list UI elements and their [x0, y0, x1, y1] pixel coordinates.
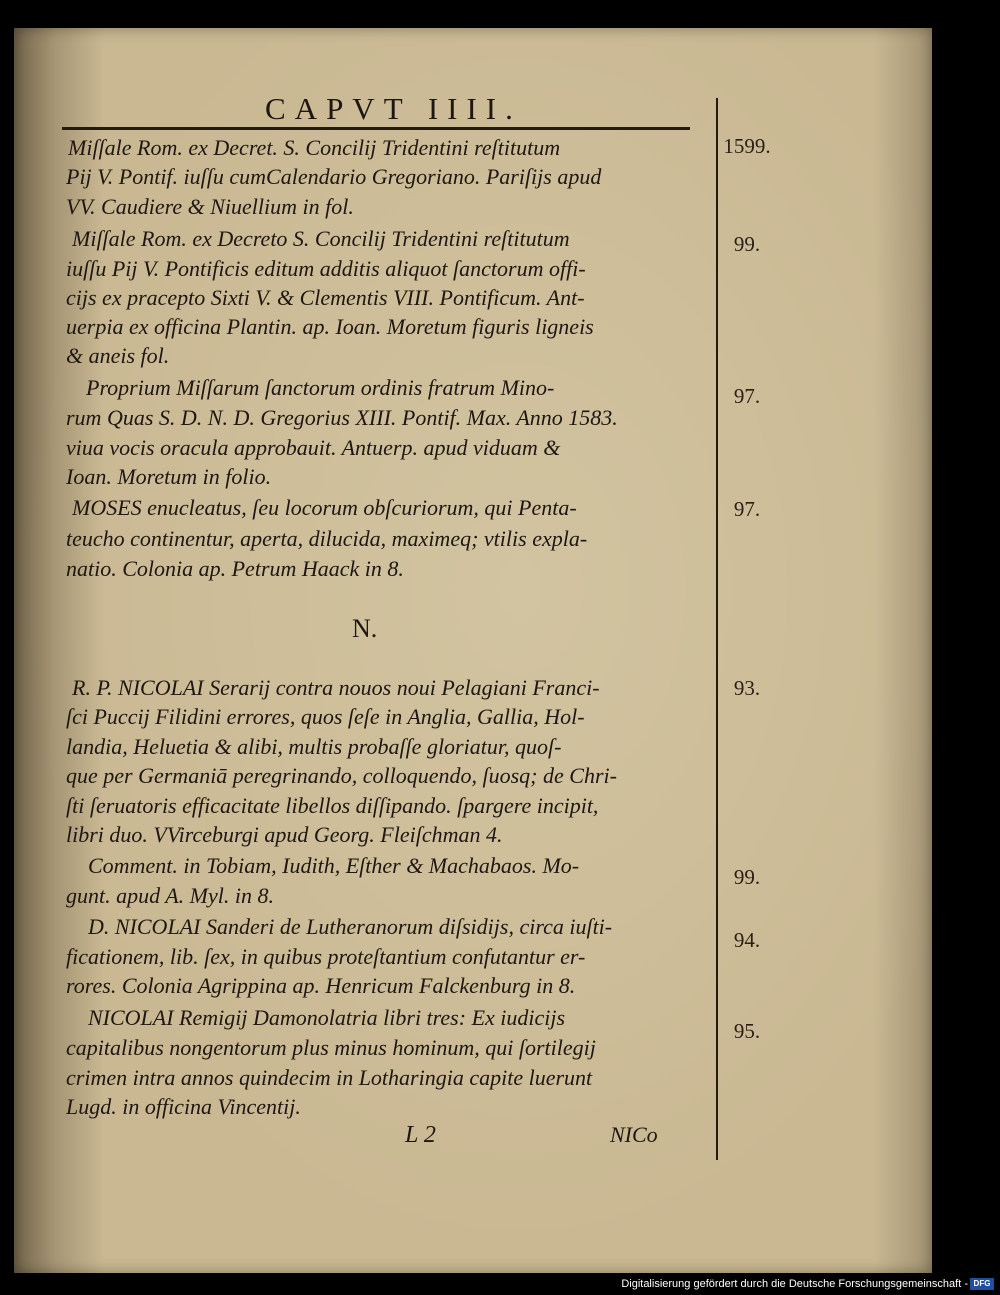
text-line: Proprium Miſſarum ſanctorum ordinis fratrum Mino- [86, 375, 555, 400]
catchword: NICo [610, 1122, 658, 1147]
margin-year: 99. [733, 865, 761, 889]
text-line: rum Quas S. D. N. D. Gregorius XIII. Pontif. Max. Anno 1583. [66, 405, 618, 430]
text-line: landia, Heluetia & alibi, multis probaſſe gloriatur, quoſ- [66, 734, 562, 759]
margin-year: 95. [733, 1019, 761, 1043]
margin-year: 93. [733, 676, 761, 700]
header-rule [62, 127, 690, 130]
text-line: iuſſu Pij V. Pontificis editum additis aliquot ſanctorum offi- [66, 256, 586, 281]
text-line: crimen intra annos quindecim in Lotharingia capite luerunt [66, 1065, 593, 1090]
text-line: gunt. apud A. Myl. in 8. [66, 883, 274, 908]
text-line: D. NICOLAI Sanderi de Lutheranorum diſsidijs, circa iuſti- [88, 914, 613, 939]
text-line: Ioan. Moretum in folio. [66, 464, 272, 489]
text-line: ſti ſeruatoris efficacitate libellos diſſipando. ſpargere incipit, [66, 793, 599, 818]
margin-year: 97. [733, 497, 761, 521]
text-line: NICOLAI Remigij Damonolatria libri tres: Ex iudicijs [88, 1005, 566, 1030]
text-line: R. P. NICOLAI Serarij contra nouos noui Pelagiani Franci- [72, 675, 600, 700]
text-line: libri duo. VVirceburgi apud Georg. Fleiſchman 4. [66, 822, 503, 847]
margin-rule [716, 98, 718, 1160]
text-line: ſci Puccij Filidini errores, quos ſeſe in Anglia, Gallia, Hol- [66, 704, 585, 729]
digitization-credit: Digitalisierung gefördert durch die Deutsche Forschungsgemeinschaft - [621, 1278, 968, 1290]
text-line: rores. Colonia Agrippina ap. Henricum Falckenburg in 8. [66, 973, 576, 998]
text-line: viua vocis oracula approbauit. Antuerp. apud viduam & [66, 435, 561, 460]
margin-year: 94. [733, 928, 761, 952]
margin-year: 97. [733, 384, 761, 408]
text-line: natio. Colonia ap. Petrum Haack in 8. [66, 556, 404, 581]
margin-year: 1599. [723, 134, 771, 158]
text-line: & aneis fol. [66, 343, 170, 368]
section-letter: N. [352, 614, 378, 643]
text-line: Miſſale Rom. ex Decreto S. Concilij Tridentini reſtitutum [72, 226, 570, 251]
dfg-logo: DFG [970, 1278, 994, 1290]
margin-year: 99. [733, 232, 761, 256]
text-line: teucho continentur, aperta, dilucida, maximeq; vtilis expla- [66, 526, 588, 551]
text-line: Miſſale Rom. ex Decret. S. Concilij Tridentini reſtitutum [68, 135, 561, 160]
text-line: cijs ex pracepto Sixti V. & Clementis VIII. Pontificum. Ant- [66, 285, 585, 310]
text-line: MOSES enucleatus, ſeu locorum obſcuriorum, qui Penta- [72, 495, 577, 520]
signature-mark: L 2 [405, 1122, 436, 1148]
text-line: ficationem, lib. ſex, in quibus proteſtantium confutantur er- [66, 944, 586, 969]
text-line: que per Germaniā peregrinando, colloquendo, ſuosq; de Chri- [66, 763, 617, 788]
text-line: Comment. in Tobiam, Iudith, Eſther & Machabaos. Mo- [88, 853, 580, 878]
text-line: VV. Caudiere & Niuellium in fol. [66, 194, 354, 219]
text-line: uerpia ex officina Plantin. ap. Ioan. Moretum figuris ligneis [66, 314, 594, 339]
text-line: Pij V. Pontif. iuſſu cumCalendario Gregoriano. Pariſijs apud [66, 164, 602, 189]
running-head: CAPVT IIII. [265, 91, 522, 126]
text-line: capitalibus nongentorum plus minus hominum, qui ſortilegij [66, 1035, 596, 1060]
text-line: Lugd. in officina Vincentij. [66, 1094, 301, 1119]
